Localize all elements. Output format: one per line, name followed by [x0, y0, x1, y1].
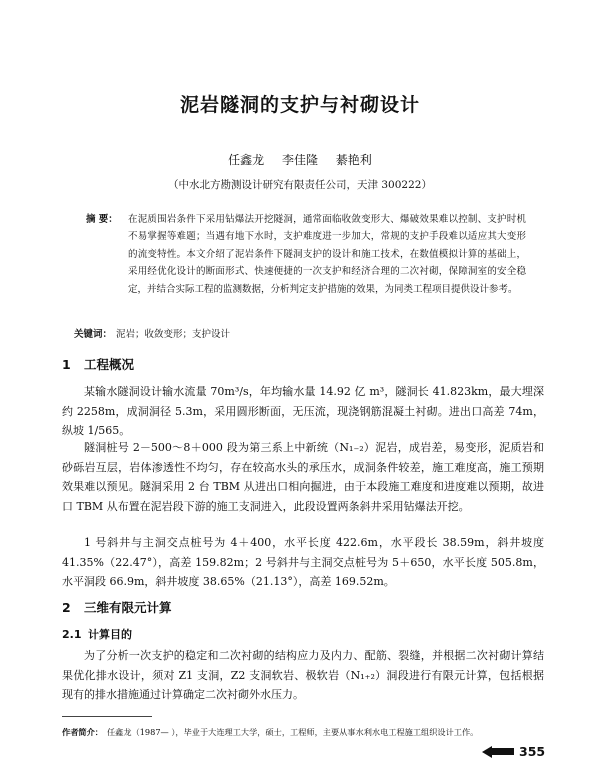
- section-1-title: 工程概况: [84, 357, 135, 372]
- page-arrow-icon: [482, 746, 492, 758]
- footnote-label: 作者简介：: [62, 727, 103, 737]
- section-1-heading: [62, 355, 134, 373]
- affiliation: （中水北方勘测设计研究有限责任公司，天津 300222）: [168, 179, 432, 191]
- abstract-block: [86, 211, 526, 298]
- page-bar-icon: [492, 748, 514, 755]
- section-1-paragraph-1: 某输水隧洞设计输水流量 70m³/s，年均输水量 14.92 亿 m³，隧洞长 41.823km，最大埋深约 2258m，成洞洞径 5.3m，采用圆形断面，无压流，现浇钢筋混凝土衬砌。进出口高差 74m，纵坡 1/565。: [62, 385, 544, 438]
- section-2-1-title: 计算目的: [88, 628, 132, 641]
- paper-title: 泥岩隧洞的支护与衬砌设计: [179, 94, 420, 116]
- abstract-label: 摘 要：: [86, 214, 118, 225]
- section-2-1-heading: [62, 626, 132, 642]
- section-2-1-number: 2.1: [62, 628, 82, 641]
- section-1-number: 1: [62, 357, 71, 372]
- section-2-number: 2: [62, 600, 71, 615]
- footnote-text: 任鑫龙（1987— ），毕业于大连理工大学，硕士，工程师，主要从事水利水电工程施工组织设计工作。: [106, 727, 479, 737]
- author-list: 任鑫龙 李佳隆 綦艳利: [228, 153, 372, 167]
- section-1-paragraph-3: 1 号斜井与主洞交点桩号为 4＋400，水平长度 422.6m，水平段长 38.59m，斜井坡度 41.35%（22.47°），高差 159.82m；2 号斜井与主洞交点桩号为 5＋650，水平长度 505.8m，水平洞段 66.9m，斜井坡度 38.65%（21.13°），高差 169.52m。: [62, 536, 544, 589]
- abstract-text: 在泥质围岩条件下采用钻爆法开挖隧洞，通常面临收敛变形大、爆破效果难以控制、支护时机不易掌握等难题；当遇有地下水时，支护难度进一步加大，常规的支护手段难以适应其大变形的流变特性。本文介绍了泥岩条件下隧洞支护的设计和施工技术，在数值模拟计算的基础上，采用经优化设计的断面形式、快速便捷的一次支护和经济合理的二次衬砌，保障洞室的安全稳定，并结合实际工程的监测数据，分析判定支护措施的效果，为同类工程项目提供设计参考。: [128, 214, 526, 295]
- footnote-divider: [62, 716, 152, 717]
- author-footnote: [62, 727, 542, 738]
- section-2-heading: [62, 598, 172, 616]
- keywords-label: 关键词：: [74, 329, 113, 340]
- section-2-1-paragraph-1: 为了分析一次支护的稳定和二次衬砌的结构应力及内力、配筋、裂缝，并根据二次衬砌计算结果优化排水设计，须对 Z1 支洞，Z2 支洞软岩、极软岩（N₁₊₂）洞段进行有限元计算，包括根据现有的排水措施通过计算确定二次衬砌外水压力。: [62, 649, 544, 702]
- page-number: 355: [519, 744, 546, 759]
- keywords-line: [74, 326, 534, 340]
- section-1-paragraph-2: 隧洞桩号 2－500～8＋000 段为第三系上中新统（N₁₋₂）泥岩，成岩差，易变形，泥质岩和砂砾岩互层，岩体渗透性不均匀，存在较高水头的承压水，成洞条件较差，施工难度高，施工预期效果难以预见。隧洞采用 2 台 TBM 从进出口相向掘进，由于本段施工难度和进度难以预期，故进口 TBM 从布置在泥岩段下游的施工支洞进入，此段设置两条斜井采用钻爆法开挖。: [62, 441, 544, 514]
- page-marker: [482, 744, 545, 759]
- keywords-text: 泥岩；收敛变形；支护设计: [116, 329, 231, 340]
- section-2-title: 三维有限元计算: [84, 600, 172, 615]
